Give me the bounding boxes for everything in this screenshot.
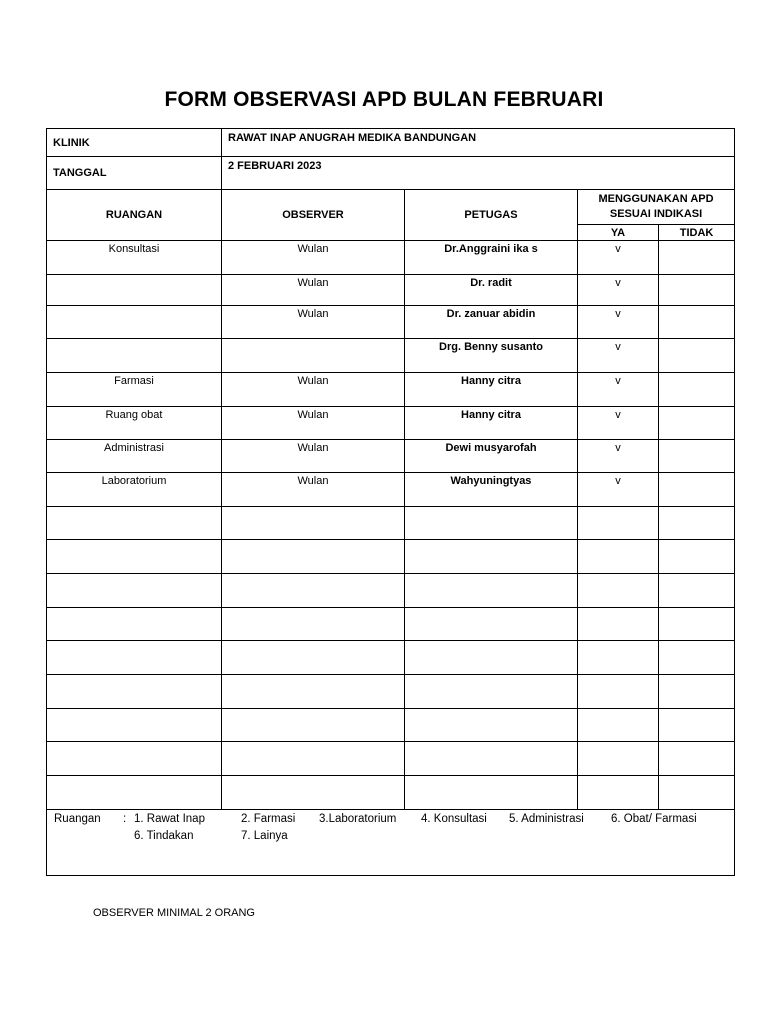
observer-cell — [222, 709, 405, 742]
table-row — [47, 540, 735, 574]
ya-cell: v — [578, 339, 659, 373]
observer-cell — [222, 608, 405, 641]
legend-label: Ruangan — [54, 813, 101, 825]
tidak-cell — [659, 675, 735, 709]
observer-cell: Wulan — [222, 275, 405, 306]
tidak-cell — [659, 742, 735, 776]
petugas-cell: Dr. radit — [405, 275, 578, 306]
tidak-cell — [659, 440, 735, 473]
tidak-cell — [659, 507, 735, 540]
ya-cell — [578, 608, 659, 641]
ruangan-cell: Ruang obat — [47, 407, 222, 440]
tidak-cell — [659, 574, 735, 608]
tidak-header: TIDAK — [659, 225, 735, 241]
ruangan-cell: Konsultasi — [47, 241, 222, 275]
table-row — [47, 241, 735, 275]
table-row — [47, 709, 735, 742]
legend-colon: : — [123, 813, 127, 825]
petugas-cell — [405, 742, 578, 776]
ya-cell: v — [578, 407, 659, 440]
tidak-cell — [659, 608, 735, 641]
ruangan-cell — [47, 675, 222, 709]
ya-cell: v — [578, 373, 659, 407]
tidak-cell — [659, 306, 735, 339]
ya-cell: v — [578, 473, 659, 507]
table-row — [47, 373, 735, 407]
ya-cell — [578, 709, 659, 742]
tanggal-label: TANGGAL — [47, 157, 222, 190]
ya-cell: v — [578, 275, 659, 306]
table-row — [47, 608, 735, 641]
apd-header-line1: MENGGUNAKAN APD — [598, 193, 714, 205]
observer-cell — [222, 540, 405, 574]
ruangan-cell — [47, 608, 222, 641]
petugas-cell: Wahyuningtyas — [405, 473, 578, 507]
table-row — [47, 507, 735, 540]
ya-cell: v — [578, 241, 659, 275]
observer-cell — [222, 675, 405, 709]
legend-item: 3.Laboratorium — [319, 813, 397, 825]
petugas-cell: Dr.Anggraini ika s — [405, 241, 578, 275]
klinik-row — [47, 129, 735, 157]
apd-header — [578, 190, 735, 225]
form-title: FORM OBSERVASI APD BULAN FEBRUARI — [164, 88, 604, 111]
ruangan-cell — [47, 507, 222, 540]
table-row — [47, 776, 735, 810]
ruangan-cell: Laboratorium — [47, 473, 222, 507]
observer-cell — [222, 507, 405, 540]
table-row — [47, 742, 735, 776]
tidak-cell — [659, 339, 735, 373]
petugas-cell — [405, 540, 578, 574]
ruangan-cell — [47, 339, 222, 373]
legend-item: 2. Farmasi — [241, 813, 296, 825]
petugas-cell — [405, 675, 578, 709]
legend-row — [47, 810, 735, 876]
ruangan-cell: Administrasi — [47, 440, 222, 473]
tidak-cell — [659, 540, 735, 574]
ruangan-cell: Farmasi — [47, 373, 222, 407]
observer-cell: Wulan — [222, 473, 405, 507]
footer-note: OBSERVER MINIMAL 2 ORANG — [93, 907, 255, 919]
tidak-cell — [659, 641, 735, 675]
header-row — [47, 190, 735, 225]
petugas-cell — [405, 709, 578, 742]
klinik-value: RAWAT INAP ANUGRAH MEDIKA BANDUNGAN — [222, 129, 735, 157]
legend-item: 6. Tindakan — [134, 830, 194, 842]
ruangan-cell — [47, 641, 222, 675]
observer-cell: Wulan — [222, 373, 405, 407]
ruangan-header: RUANGAN — [47, 190, 222, 241]
tidak-cell — [659, 709, 735, 742]
observer-cell: Wulan — [222, 440, 405, 473]
petugas-cell — [405, 641, 578, 675]
ya-cell: v — [578, 440, 659, 473]
petugas-cell: Hanny citra — [405, 373, 578, 407]
tidak-cell — [659, 473, 735, 507]
petugas-cell: Drg. Benny susanto — [405, 339, 578, 373]
ya-cell: v — [578, 306, 659, 339]
observer-cell — [222, 776, 405, 810]
legend-item: 5. Administrasi — [509, 813, 584, 825]
ya-cell — [578, 641, 659, 675]
tidak-cell — [659, 275, 735, 306]
ya-cell — [578, 574, 659, 608]
tidak-cell — [659, 241, 735, 275]
table-row — [47, 440, 735, 473]
legend-item: 1. Rawat Inap — [134, 813, 205, 825]
ya-cell — [578, 507, 659, 540]
table-row — [47, 574, 735, 608]
ruangan-cell — [47, 275, 222, 306]
tidak-cell — [659, 776, 735, 810]
observer-cell: Wulan — [222, 306, 405, 339]
apd-header-line2: SESUAI INDIKASI — [609, 208, 703, 220]
table-row — [47, 275, 735, 306]
petugas-cell — [405, 574, 578, 608]
petugas-cell: Dr. zanuar abidin — [405, 306, 578, 339]
observer-cell: Wulan — [222, 407, 405, 440]
observer-cell — [222, 641, 405, 675]
ruangan-cell — [47, 742, 222, 776]
legend-item: 7. Lainya — [241, 830, 288, 842]
petugas-cell: Hanny citra — [405, 407, 578, 440]
table-row — [47, 641, 735, 675]
tanggal-value: 2 FEBRUARI 2023 — [222, 157, 735, 190]
klinik-label: KLINIK — [47, 129, 222, 157]
table-row — [47, 306, 735, 339]
legend-item: 4. Konsultasi — [421, 813, 487, 825]
legend-cell — [47, 810, 735, 876]
petugas-cell — [405, 507, 578, 540]
observer-cell — [222, 574, 405, 608]
petugas-cell — [405, 608, 578, 641]
ruangan-cell — [47, 574, 222, 608]
petugas-cell: Dewi musyarofah — [405, 440, 578, 473]
table-row — [47, 473, 735, 507]
table-row — [47, 407, 735, 440]
ruangan-cell — [47, 709, 222, 742]
ya-cell — [578, 540, 659, 574]
observer-cell — [222, 339, 405, 373]
table-row — [47, 675, 735, 709]
tidak-cell — [659, 373, 735, 407]
ya-header: YA — [578, 225, 659, 241]
ya-cell — [578, 776, 659, 810]
tanggal-row — [47, 157, 735, 190]
ruangan-cell — [47, 306, 222, 339]
tidak-cell — [659, 407, 735, 440]
observer-header: OBSERVER — [222, 190, 405, 241]
observation-table — [46, 128, 735, 876]
table-row — [47, 339, 735, 373]
ruangan-cell — [47, 776, 222, 810]
petugas-header: PETUGAS — [405, 190, 578, 241]
ruangan-cell — [47, 540, 222, 574]
observer-cell: Wulan — [222, 241, 405, 275]
observer-cell — [222, 742, 405, 776]
petugas-cell — [405, 776, 578, 810]
ya-cell — [578, 675, 659, 709]
legend-item: 6. Obat/ Farmasi — [611, 813, 697, 825]
ya-cell — [578, 742, 659, 776]
